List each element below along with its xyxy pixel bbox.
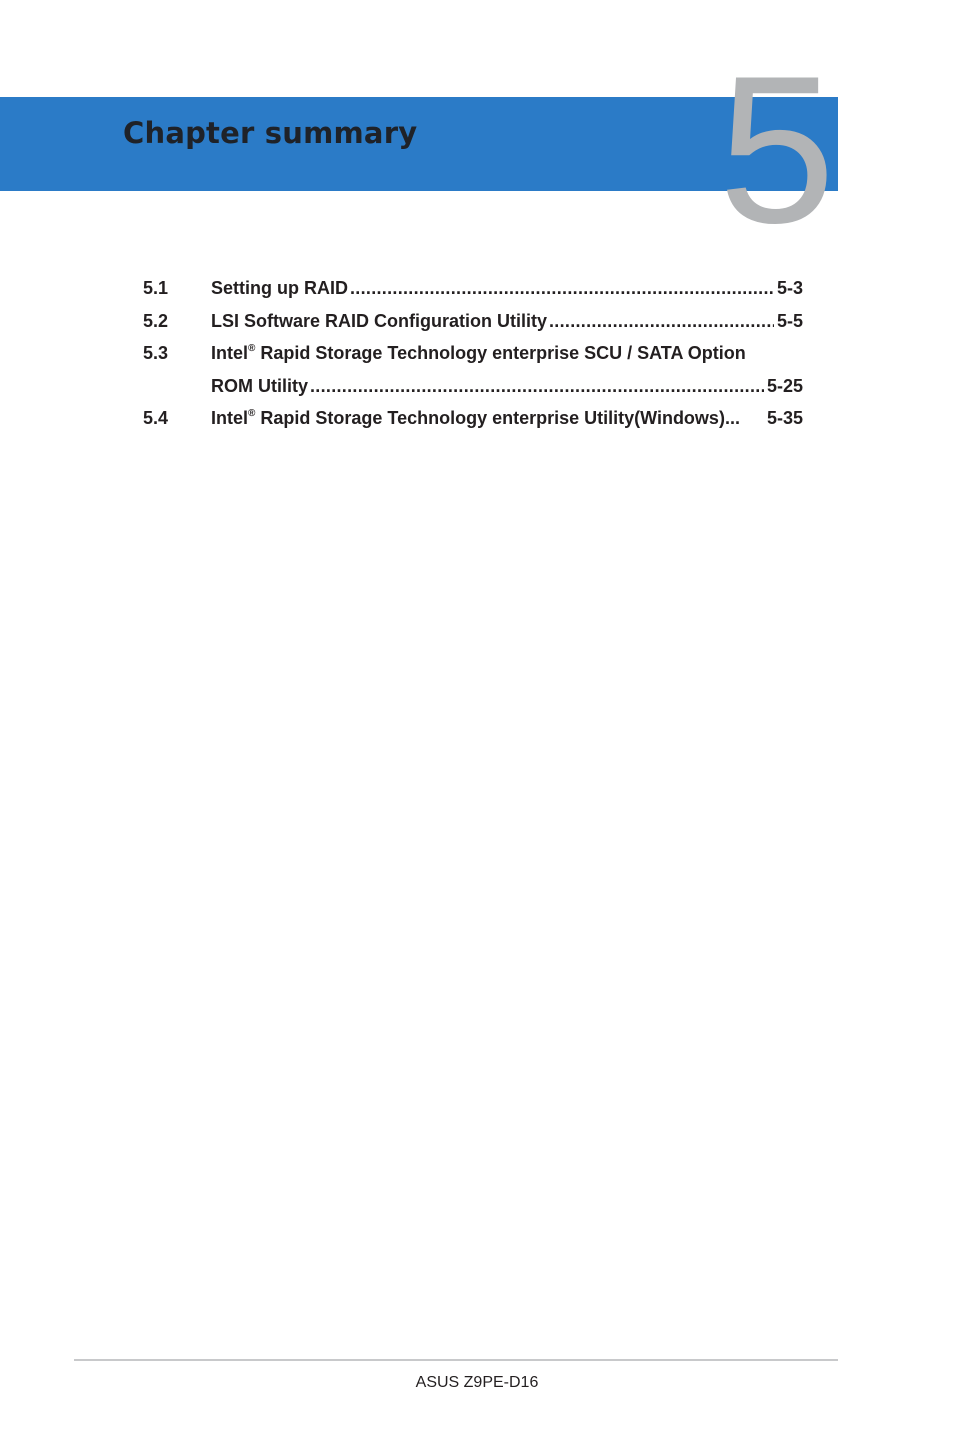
toc-leader-dots bbox=[549, 305, 774, 338]
chapter-number: 5 bbox=[718, 32, 836, 267]
toc-title-rest: Rapid Storage Technology enterprise Utility(Windows)... bbox=[255, 408, 740, 428]
toc-leader-dots bbox=[310, 370, 764, 403]
toc-entry-page[interactable]: 5-35 bbox=[766, 408, 803, 428]
toc-entry-number: 5.4 bbox=[143, 408, 169, 428]
chapter-title: Chapter summary bbox=[123, 116, 418, 150]
toc-entry-title[interactable] bbox=[211, 337, 746, 370]
toc-entry-page[interactable]: 5-3 bbox=[776, 278, 803, 298]
toc-entry-page[interactable]: 5-5 bbox=[776, 310, 803, 331]
toc-entry[interactable] bbox=[143, 337, 803, 370]
toc-title-line1: Rapid Storage Technology enterprise SCU / SATA Option bbox=[255, 343, 746, 363]
toc-entry-continuation[interactable] bbox=[143, 370, 803, 403]
toc-entry[interactable] bbox=[143, 402, 803, 435]
toc-entry[interactable] bbox=[143, 272, 803, 305]
toc-entry-number: 5.2 bbox=[143, 310, 169, 331]
toc-entry-title[interactable] bbox=[211, 402, 740, 435]
toc-entry-number: 5.3 bbox=[143, 343, 169, 363]
registered-mark: ® bbox=[248, 408, 256, 419]
toc-entry-page[interactable]: 5-25 bbox=[766, 375, 803, 396]
toc-entry-title[interactable]: Setting up RAID bbox=[211, 278, 348, 298]
toc-title-prefix: Intel bbox=[211, 408, 249, 428]
footer-divider bbox=[74, 1359, 838, 1361]
toc-entry[interactable] bbox=[143, 305, 803, 338]
toc-entry-number: 5.1 bbox=[143, 278, 169, 298]
toc-title-line2[interactable]: ROM Utility bbox=[211, 375, 308, 396]
toc-entry-title[interactable]: LSI Software RAID Configuration Utility bbox=[211, 310, 547, 331]
footer-text: ASUS Z9PE-D16 bbox=[415, 1374, 539, 1391]
toc-title-prefix: Intel bbox=[211, 343, 249, 363]
table-of-contents bbox=[143, 272, 803, 435]
registered-mark: ® bbox=[248, 343, 256, 354]
toc-leader-dots bbox=[350, 272, 774, 305]
